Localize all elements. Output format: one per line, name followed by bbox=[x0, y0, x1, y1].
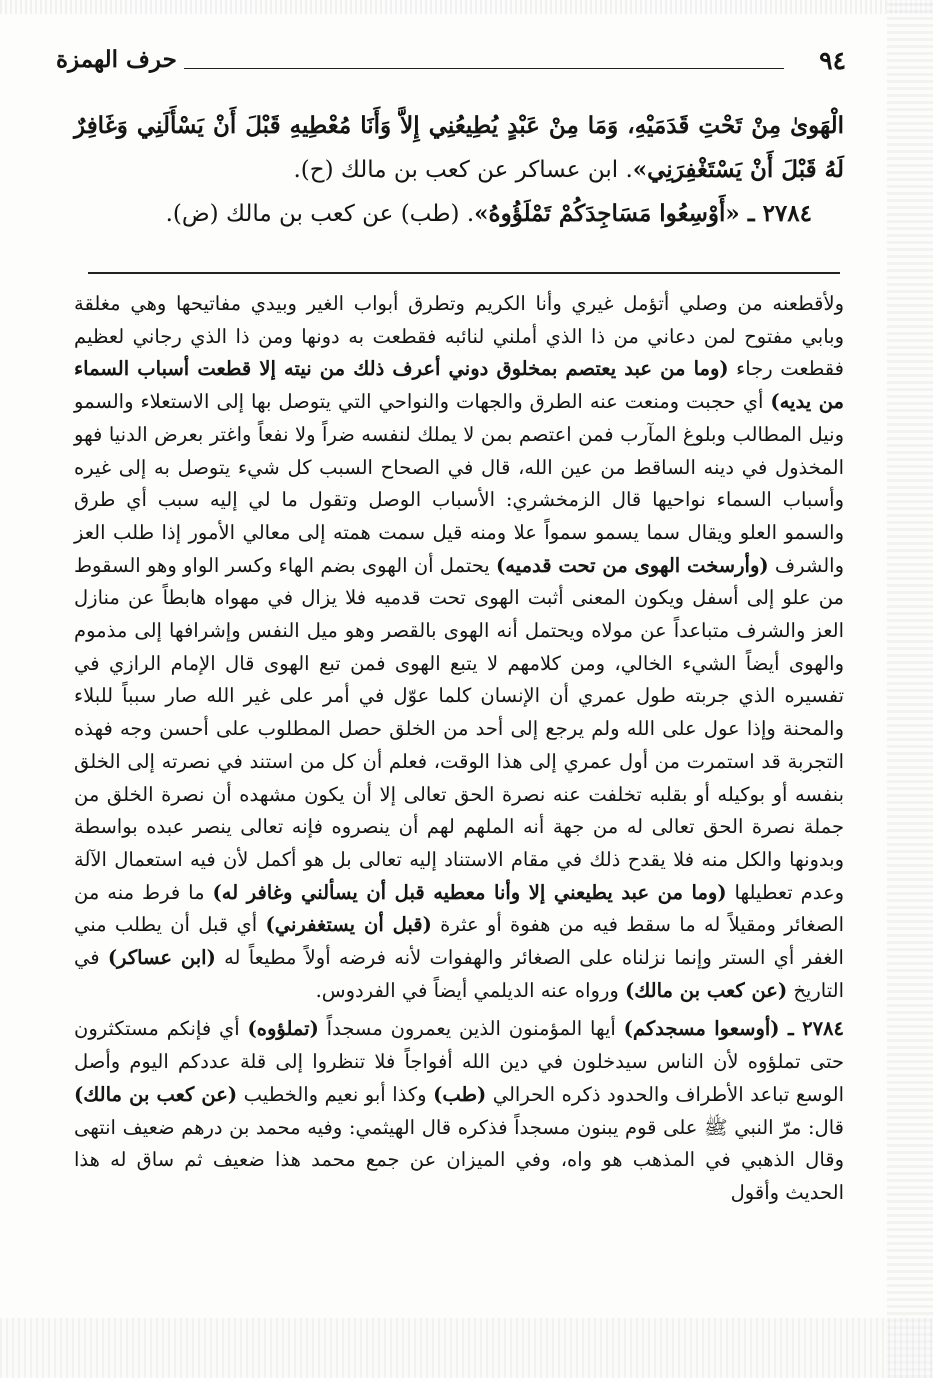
commentary-bold-quote: (طب) bbox=[433, 1082, 487, 1106]
commentary-bold-quote: (وما من عبد يطيعني إلا وأنا معطيه قبل أن يسألني وغافر له) bbox=[212, 880, 727, 904]
hadith-tail-source: . ابن عساكر عن كعب بن مالك (ح). bbox=[293, 157, 633, 183]
commentary-run: يحتمل أن الهوى بضم الهاء وكسر الواو وهو السقوط من علو إلى أسفل ويكون المعنى أثبت الهوى تحت قدميه فلا يزال في مهواه هابطاً عن منازل العز والشرف متباعداً عن مولاه ويحتمل أنه الهوى بالقصر وهو ميل النفس وإشرافها إلى مذموم والهوى أيضاً الشيء الخالي، ومن كلامهم لا يتبع الهوى فمن تبع الهوى قال الإمام الرازي في تفسيره الذي جربته طول عمري أن الإنسان كلما عوّل في أمر على غير الله صار سبباً للبلاء والمحنة وإذا عول على الله ولم يرجع إلى أحد من الخلق حصل المطلوب على أحسن وجه فهذه التجربة قد استمرت من أول عمري إلى هذا الوقت، فعلم أن كل من استند في نصرته إلى الخلق بنفسه أو بوكيله أو بقلبه تخلفت عنه نصرة الحق تعالى إلا أن يكون مشهده أن نصرة الخلق من جملة نصرة الحق تعالى له من جهة أنه الملهم لهم أن ينصروه فإنه تعالى ينصر عبده بواسطة وبدونها والكل منه فلا يقدح ذلك في مقام الاستناد إليه تعالى بل هو أكمل لأن فيه استعمال الآلة وعدم تعطيلها bbox=[74, 553, 844, 904]
commentary-run: ورواه عنه الديلمي أيضاً في الفردوس. bbox=[315, 978, 625, 1002]
commentary-bold-quote: (عن كعب بن مالك) bbox=[74, 1082, 238, 1106]
commentary-run: ولأقطعنه من وصلي أتؤمل غيري وأنا الكريم وتطرق أبواب الغير وبيدي مفاتيحها وهي مغلقة وبابي مفتوح لمن دعاني من ذا الذي أملني لنائبه فقطعت به دونها ومن ذا الذي رجاني لعظيم فقطعت رجاء bbox=[74, 292, 844, 381]
commentary-run: أي حجبت ومنعت عنه الطرق والجهات والنواحي التي يتوصل بها إلى الاستعلاء والسمو ونيل المطالب وبلوغ المآرب فمن اعتصم بمن لا يملك لنفسه ضراً ولا نفعاً واغتر بعرض الدنيا فهو المخذول في دينه الساقط من عين الله، قال في الصحاح السبب كل شيء يتوصل به إلى غيره وأسباب السماء نواحيها قال الزمخشري: الأسباب الوصل وتقول ما لي إليه سبب أي طرق والسمو العلو ويقال سما يسمو سمواً علا ومنه قيل سمت همته إلى معالي الأمور إذا طلب العز والشرف bbox=[74, 390, 845, 577]
commentary-bold-quote: (عن كعب بن مالك) bbox=[625, 978, 788, 1002]
commentary-run: ما فرط منه من الصغائر ومقيلاً له ما سقط فيه من هفوة أو عثرة bbox=[74, 880, 845, 937]
scan-edge-top bbox=[0, 0, 933, 14]
commentary-run: قال: مرّ النبي ﷺ على قوم يبنون مسجداً فذكره قال الهيثمي: وفيه محمد بن درهم ضعيف انتهى وقال الذهبي في المذهب هو واه، وفي الميزان عن جمع محمد هذا ضعيف ثم ساق له هذا الحديث وأقول bbox=[74, 1115, 844, 1204]
commentary-block bbox=[74, 288, 844, 1216]
commentary-paragraph-1 bbox=[74, 288, 844, 1007]
scan-edge-right bbox=[887, 0, 933, 1378]
commentary-paragraph-2 bbox=[74, 1013, 844, 1209]
hadith-tail-paragraph bbox=[74, 104, 844, 192]
commentary-run: وكذا أبو نعيم والخطيب bbox=[237, 1082, 434, 1106]
commentary-bold-quote: ٢٧٨٤ ـ bbox=[779, 1017, 845, 1041]
hadith-2784-paragraph bbox=[74, 192, 844, 236]
hadith-2784-text: «أَوْسِعُوا مَسَاجِدَكُمْ تَمْلَؤُوهُ» bbox=[474, 200, 740, 227]
commentary-run: أي قبل أن يطلب مني الغفر أي الستر وإنما نزلناه على الصغائر والهفوات لأنه فرضه أولاً مطيعاً له bbox=[74, 913, 844, 970]
commentary-bold-quote: (أوسعوا مسجدكم) bbox=[623, 1017, 780, 1041]
commentary-bold-quote: (وما من عبد يعتصم بمخلوق دوني أعرف ذلك من نيته إلا قطعت أسباب السماء من يديه) bbox=[74, 357, 845, 414]
hadith-text-block bbox=[74, 104, 844, 236]
commentary-run: أي فإنكم مستكثرون حتى تملؤوه لأن الناس سيدخلون في دين الله أفواجاً فلا تنظروا إلى قلة عددكم اليوم وأصل الوسع تباعد الأطراف والحدود ذكره الحرالي bbox=[74, 1017, 845, 1106]
commentary-run: أيها المؤمنون الذين يعمرون مسجداً bbox=[318, 1017, 624, 1041]
scan-edge-bottom bbox=[0, 1318, 933, 1378]
text-commentary-divider bbox=[88, 272, 840, 274]
page-number: ٩٤ bbox=[819, 46, 846, 75]
commentary-bold-quote: (تملؤوه) bbox=[247, 1017, 319, 1041]
commentary-bold-quote: (ابن عساكر) bbox=[107, 946, 216, 970]
commentary-bold-quote: (قبل أن يستغفرني) bbox=[265, 913, 432, 937]
commentary-bold-quote: (وأرسخت الهوى من تحت قدميه) bbox=[496, 553, 769, 577]
hadith-2784-source: . (طب) عن كعب بن مالك (ض). bbox=[165, 201, 475, 227]
hadith-tail-text: الْهَوىٰ مِنْ تَحْتِ قَدَمَيْهِ، وَمَا مِنْ عَبْدٍ يُطِيعُنِي إِلاَّ وَأَنَا مُعْطِيهِ قَبْلَ أَنْ يَسْأَلَنِي وَغَافِرٌ لَهُ قَبْلَ أَنْ يَسْتَغْفِرَنِي» bbox=[74, 112, 844, 183]
commentary-run: في التاريخ bbox=[74, 946, 844, 1002]
hadith-2784-number: ٢٧٨٤ ـ bbox=[739, 200, 812, 227]
page-header bbox=[56, 44, 846, 78]
header-rule bbox=[184, 68, 784, 69]
running-title: حرف الهمزة bbox=[56, 46, 177, 73]
